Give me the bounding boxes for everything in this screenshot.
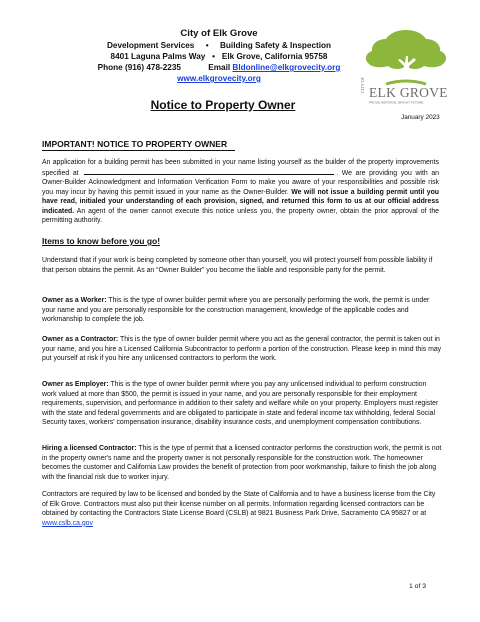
phone-label: Phone bbox=[97, 63, 123, 72]
division-name: Building Safety & Inspection bbox=[220, 41, 331, 50]
items-intro bbox=[42, 256, 442, 275]
bullet: • bbox=[212, 52, 216, 61]
intro-text: An application for a building permit has been submitted in your name listing yourself as the builder of the property improvements specified at bbox=[42, 159, 439, 177]
address-line bbox=[80, 51, 358, 62]
section-text: This is the type of owner builder permit where you pay any unlicensed individual to perform construction work valued at more than $500, the permit is issued in your name, and you are personally responsible for their employment requirements, supervision, and performance in addition to their safety and welfare while on your property. Employers must register with the state and federal governments and are obligated to participate in state and federal income tax withholding, federal Social Security taxes, workers' compensation insurance, disability insurance costs, and unemployment compensation contributions. bbox=[42, 381, 439, 427]
owner-contractor-section bbox=[42, 335, 442, 364]
email-label: Email bbox=[208, 63, 231, 72]
document-title: Notice to Property Owner bbox=[150, 98, 296, 112]
email-link[interactable]: Bldonline@elkgrovecity.org bbox=[232, 63, 341, 72]
org-name: City of Elk Grove bbox=[180, 28, 258, 39]
city-state-zip: Elk Grove, California 95758 bbox=[221, 52, 328, 61]
section-text: This is the type of owner builder permit where you act as the general contractor, the permit is taken out in your name, and you hire a Licensed California Subcontractor to perform a portion of the construction. Please keep in mind this may put yourself at risk if you hire any unlicensed contractors to perform the work. bbox=[42, 336, 442, 363]
department-name: Development Services bbox=[106, 41, 195, 50]
document-date: January 2023 bbox=[401, 114, 440, 121]
street-address: 8401 Laguna Palms Way bbox=[110, 52, 206, 61]
website-line bbox=[80, 73, 358, 84]
section-text: This is the type of permit that a licensed contractor performs the construction work, the permit is not in the property owner's name and the property owner is not personally responsible for the construction work. The homeowner becomes the customer and California Law provides the benefit of protection from poor workmanship, failure to finish the job along with the financial risk due to worker injury. bbox=[42, 445, 442, 481]
owner-employer-section bbox=[42, 380, 442, 428]
property-address-blank[interactable] bbox=[84, 168, 334, 175]
heading-underline bbox=[42, 150, 235, 151]
letterhead bbox=[80, 28, 358, 84]
items-intro-text: Understand that if your work is being completed by someone other than yourself, you will protect yourself from possible liability if that person obtains the permit. As an “Owner Builder” you become the liable and responsible party for the permit. bbox=[42, 257, 433, 274]
website-link[interactable]: www.elkgrovecity.org bbox=[177, 74, 261, 83]
phone-number: (916) 478-2235 bbox=[124, 63, 181, 72]
closing-section bbox=[42, 490, 442, 528]
intro-text: . We are providing you with an Owner-Builder Acknowledgment and Information Verification Form to make you aware of your responsibilities and possible risk you may incur by having this permit issued in your name as the Owner-Builder. bbox=[42, 169, 439, 196]
department-line bbox=[80, 40, 358, 51]
section-text: This is the type of owner builder permit where you are personally performing the work, the permit is under your name and you are personally responsible for the construction management, knowledge of the applicable codes and workmanship to complete the job. bbox=[42, 297, 430, 324]
contact-line bbox=[80, 62, 358, 73]
elk-grove-logo bbox=[356, 26, 456, 106]
items-heading: Items to know before you go! bbox=[42, 236, 161, 246]
oak-tree-icon bbox=[366, 30, 446, 84]
cslb-link[interactable]: www.cslb.ca.gov bbox=[42, 519, 93, 527]
bullet: • bbox=[205, 41, 209, 50]
closing-text: Contractors are required by law to be licensed and bonded by the State of California and to have a business license from the City of Elk Grove. Contractors must also put their license number on all permits. Information regarding licensed contractors can be obtained by contacting the Contractors State License Board (CSLB) at 9821 Business Park Drive, Sacramento CA 95827 or at bbox=[42, 491, 436, 518]
section-label: Owner as a Contractor: bbox=[42, 336, 119, 343]
section-label: Owner as Employer: bbox=[42, 381, 109, 388]
logo-city-of: CITY OF bbox=[360, 76, 365, 93]
important-heading: IMPORTANT! NOTICE TO PROPERTY OWNER bbox=[42, 139, 228, 149]
logo-name: ELK GROVE bbox=[369, 85, 448, 100]
intro-paragraph bbox=[42, 158, 439, 226]
intro-bold-text: We will not issue a building permit until you have read, initialed your understanding of each provision, signed, and returned this form to us at our official address indicated. bbox=[42, 188, 440, 215]
intro-text: An agent of the owner cannot execute this notice unless you, the property owner, obtain the prior approval of the permitting authority. bbox=[42, 207, 439, 224]
owner-worker-section bbox=[42, 296, 442, 325]
hiring-contractor-section bbox=[42, 444, 442, 482]
logo-tagline: PROUD HERITAGE. BRIGHT FUTURE. bbox=[369, 100, 425, 105]
page-number: 1 of 3 bbox=[409, 583, 427, 590]
section-label: Hiring a licensed Contractor: bbox=[42, 445, 137, 452]
section-label: Owner as a Worker: bbox=[42, 297, 107, 304]
